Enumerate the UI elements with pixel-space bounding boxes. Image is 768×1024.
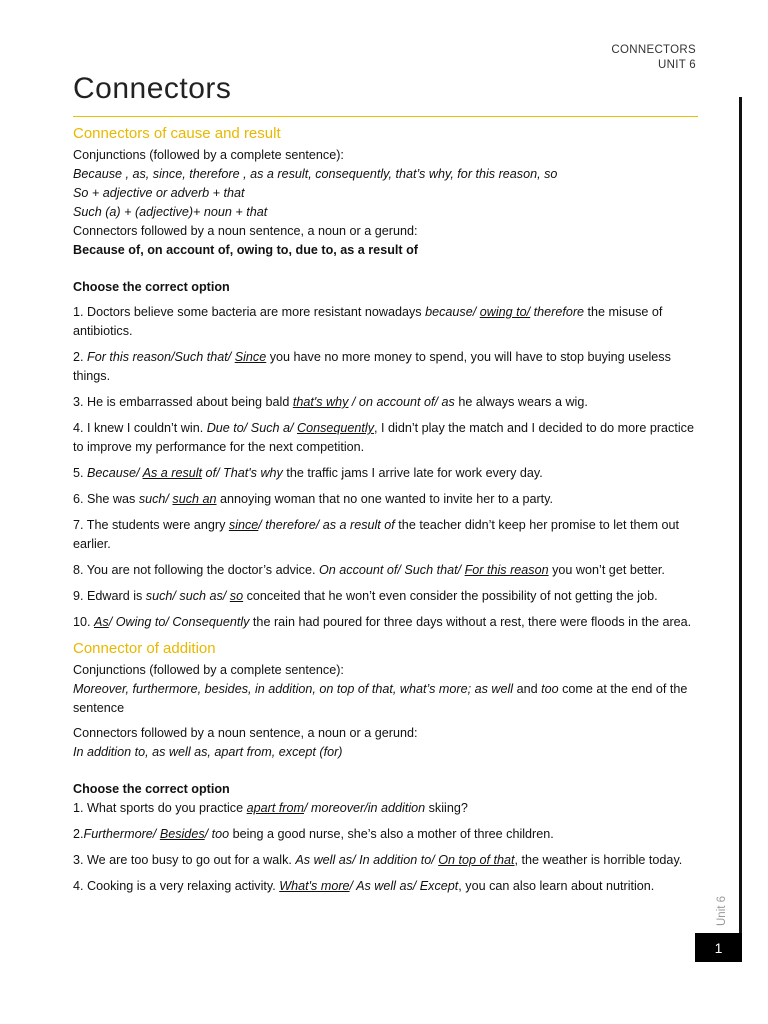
- item-chosen-option: Since: [234, 350, 267, 364]
- exercise-item: [73, 561, 698, 580]
- item-chosen-option: that's why: [292, 395, 349, 409]
- title-underline: [73, 116, 698, 117]
- item-text: you won’t get better.: [548, 563, 665, 577]
- item-chosen-option: since: [228, 518, 259, 532]
- item-chosen-option: Besides: [159, 827, 205, 841]
- exercise-item: [73, 490, 698, 509]
- item-option: Because/: [87, 466, 143, 480]
- side-unit-label: Unit 6: [716, 895, 728, 926]
- item-text: 1. What sports do you practice: [73, 801, 247, 815]
- item-chosen-option: What's more: [279, 879, 350, 893]
- item-option: Furthermore/: [83, 827, 160, 841]
- item-chosen-option: so: [229, 589, 244, 603]
- item-option: such/ such as/: [145, 589, 230, 603]
- item-text: 5.: [73, 466, 88, 480]
- page-title: Connectors: [73, 72, 232, 105]
- exercise-item: [73, 851, 698, 870]
- section-cause-result: [73, 124, 698, 632]
- exercise-item: [73, 587, 698, 606]
- item-text: being a good nurse, she’s also a mother of three children.: [229, 827, 554, 841]
- exercise-item: [73, 348, 698, 386]
- item-text: the misuse of antibiotics.: [73, 305, 663, 338]
- item-text: , I didn’t play the match and I decided to do more practice to improve my performance for the next competition.: [73, 421, 694, 454]
- item-text: 4. I knew I couldn’t win.: [73, 421, 207, 435]
- item-option: of/ That's why: [202, 466, 283, 480]
- exercise-item: [73, 393, 698, 412]
- section-addition: [73, 639, 698, 896]
- item-chosen-option: Consequently: [297, 421, 375, 435]
- page-number-box: [695, 933, 742, 962]
- item-text: 10.: [73, 615, 95, 629]
- running-header-unit: UNIT 6: [657, 59, 696, 71]
- exercise-list: [73, 799, 698, 896]
- item-option: / therefore/ as a result of: [258, 518, 395, 532]
- exercise-item: [73, 303, 698, 341]
- conjunctions-list: [73, 680, 698, 718]
- item-text: 9. Edward is: [73, 589, 146, 603]
- exercise-list: [73, 303, 698, 632]
- exercise-title: Choose the correct option: [73, 782, 230, 796]
- item-option: such/: [138, 492, 173, 506]
- item-option: On account of/ Such that/: [318, 563, 465, 577]
- noun-connectors-label: Connectors followed by a noun sentence, a noun or a gerund:: [73, 224, 418, 238]
- exercise-item: [73, 825, 698, 844]
- item-text: the teacher didn’t keep her promise to let them out earlier.: [73, 518, 680, 551]
- noun-connectors-list: In addition to, as well as, apart from, except (for): [73, 745, 343, 759]
- running-header: [611, 43, 696, 73]
- exercise-item: [73, 877, 698, 896]
- item-chosen-option: As: [94, 615, 109, 629]
- item-option: therefore: [530, 305, 585, 319]
- exercise-item: [73, 613, 698, 632]
- item-text: , you can also learn about nutrition.: [458, 879, 655, 893]
- conjunctions-label: Conjunctions (followed by a complete sentence):: [73, 663, 344, 677]
- running-header-title: CONNECTORS: [611, 44, 696, 56]
- exercise-item: [73, 419, 698, 457]
- item-chosen-option: For this reason: [464, 563, 549, 577]
- noun-connectors-list: Because of, on account of, owing to, due to, as a result of: [73, 243, 418, 257]
- item-text: the traffic jams I arrive late for work every day.: [282, 466, 543, 480]
- so-rule: So + adjective or adverb + that: [73, 186, 245, 200]
- item-option: because/: [425, 305, 480, 319]
- conjunctions-list-note: come at the end of the sentence: [73, 682, 688, 715]
- item-chosen-option: On top of that: [438, 853, 515, 867]
- item-text: 4. Cooking is a very relaxing activity.: [73, 879, 280, 893]
- item-chosen-option: apart from: [246, 801, 305, 815]
- item-text: 6. She was: [73, 492, 139, 506]
- exercise-item: [73, 464, 698, 483]
- exercise-item: [73, 799, 698, 818]
- item-text: conceited that he won’t even consider the possibility of not getting the job.: [243, 589, 658, 603]
- item-option: / too: [204, 827, 230, 841]
- item-option: / Owing to/ Consequently: [108, 615, 250, 629]
- item-text: 3. He is embarrassed about being bald: [73, 395, 293, 409]
- item-chosen-option: owing to/: [479, 305, 531, 319]
- conjunctions-list-main: Moreover, furthermore, besides, in addition, on top of that, what’s more; as well: [73, 682, 514, 696]
- item-option: For this reason/Such that/: [87, 350, 235, 364]
- item-chosen-option: As a result: [142, 466, 203, 480]
- document-body: [73, 124, 698, 903]
- item-option: As well as/ In addition to/: [295, 853, 439, 867]
- noun-connectors-label: Connectors followed by a noun sentence, a noun or a gerund:: [73, 726, 418, 740]
- item-text: you have no more money to spend, you will have to stop buying useless things.: [73, 350, 671, 383]
- item-text: 8. You are not following the doctor’s advice.: [73, 563, 319, 577]
- item-text: , the weather is horrible today.: [514, 853, 683, 867]
- item-chosen-option: such an: [172, 492, 217, 506]
- item-option: / on account of/ as: [348, 395, 455, 409]
- conjunctions-list-and: and: [513, 682, 542, 696]
- item-text: 2.: [73, 827, 84, 841]
- section-title: Connectors of cause and result: [73, 125, 281, 142]
- such-rule: Such (a) + (adjective)+ noun + that: [73, 205, 268, 219]
- item-text: annoying woman that no one wanted to invite her to a party.: [216, 492, 554, 506]
- conjunctions-list-too: too: [541, 682, 559, 696]
- item-text: he always wears a wig.: [454, 395, 588, 409]
- item-text: skiing?: [425, 801, 468, 815]
- exercise-item: [73, 516, 698, 554]
- item-text: the rain had poured for three days without a rest, there were floods in the area.: [249, 615, 692, 629]
- item-text: 3. We are too busy to go out for a walk.: [73, 853, 296, 867]
- conjunctions-label: Conjunctions (followed by a complete sentence):: [73, 148, 344, 162]
- item-option: / moreover/in addition: [304, 801, 426, 815]
- conjunctions-list: Because , as, since, therefore , as a result, consequently, that’s why, for this reason, so: [73, 167, 558, 181]
- item-option: Due to/ Such a/: [206, 421, 298, 435]
- item-text: 2.: [73, 350, 88, 364]
- page-number: 1: [714, 939, 723, 956]
- item-text: 1. Doctors believe some bacteria are more resistant nowadays: [73, 305, 426, 319]
- item-option: / As well as/ Except: [349, 879, 459, 893]
- exercise-title: Choose the correct option: [73, 280, 230, 294]
- section-title: Connector of addition: [73, 640, 216, 657]
- side-vertical-bar: [739, 97, 742, 933]
- item-text: 7. The students were angry: [73, 518, 229, 532]
